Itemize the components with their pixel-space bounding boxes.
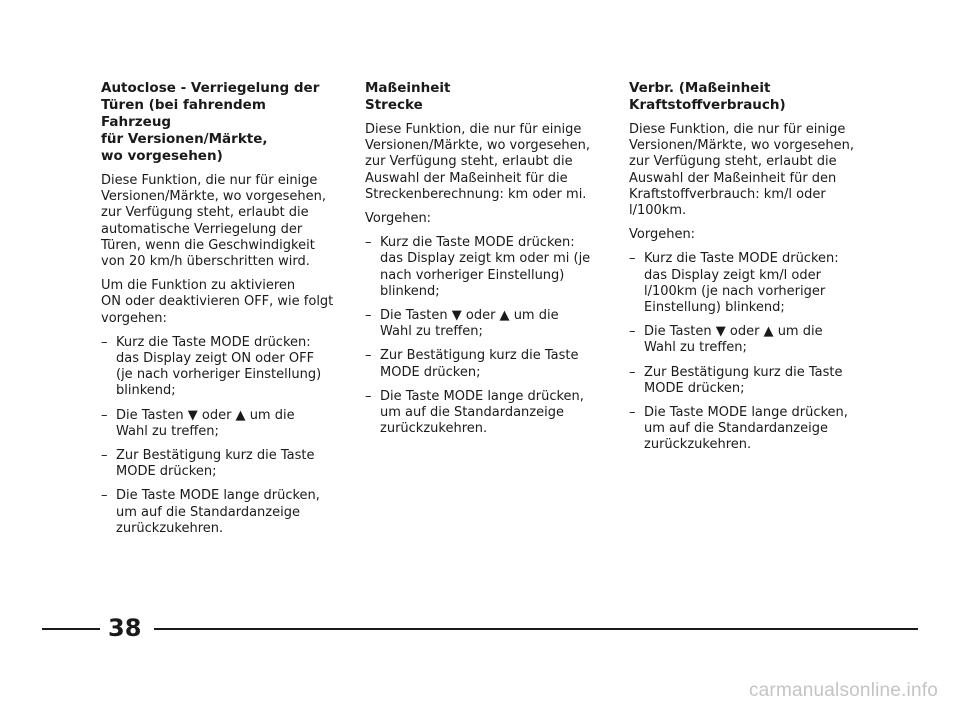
- text-line: Die Taste MODE lange drücken,: [116, 488, 320, 504]
- text-line: Kurz die Taste MODE drücken:: [380, 235, 575, 251]
- steps-list: [101, 335, 336, 537]
- text-line: zurückzukehren.: [380, 421, 488, 437]
- step-item: [629, 251, 864, 316]
- footer-rule-left: [42, 628, 100, 630]
- heading-line: für Versionen/Märkte,: [101, 131, 268, 147]
- column-consumption-unit: [629, 80, 864, 462]
- text-line: um auf die Standardanzeige: [116, 504, 300, 520]
- text-line: Auswahl der Maßeinheit für den: [629, 170, 837, 186]
- dash-bullet: –: [365, 348, 372, 364]
- text-line: Die Tasten ▼ oder ▲ um die: [380, 308, 559, 324]
- text-line: zurückzukehren.: [116, 520, 224, 536]
- step-item: [629, 324, 864, 356]
- text-line: Türen, wenn die Geschwindigkeit: [101, 237, 315, 253]
- dash-bullet: –: [629, 364, 636, 380]
- text-line: MODE drücken;: [380, 364, 481, 380]
- text-line: Zur Bestätigung kurz die Taste: [644, 364, 843, 380]
- text-line: ON oder deaktivieren OFF, wie folgt: [101, 294, 334, 310]
- text-line: nach vorheriger Einstellung): [380, 267, 565, 283]
- step-item: [629, 405, 864, 454]
- text-line: Zur Bestätigung kurz die Taste: [116, 448, 315, 464]
- text-line: blinkend;: [380, 283, 440, 299]
- text-line: Einstellung) blinkend;: [644, 300, 785, 316]
- text-line: zur Verfügung steht, erlaubt die: [101, 205, 309, 221]
- text-line: Die Tasten ▼ oder ▲ um die: [116, 407, 295, 423]
- text-line: (je nach vorheriger Einstellung): [116, 367, 322, 383]
- text-line: l/100km (je nach vorheriger: [644, 283, 826, 299]
- text-line: Diese Funktion, die nur für einige: [629, 122, 846, 137]
- heading-line: Türen (bei fahrendem Fahrzeug: [101, 97, 266, 130]
- dash-bullet: –: [101, 407, 108, 423]
- text-line: zurückzukehren.: [644, 437, 752, 453]
- text-line: l/100km.: [629, 203, 687, 219]
- section-heading-distance-unit: [365, 80, 600, 114]
- text-line: Versionen/Märkte, wo vorgesehen,: [101, 189, 326, 205]
- dash-bullet: –: [101, 448, 108, 464]
- text-line: Diese Funktion, die nur für einige: [101, 173, 318, 188]
- text-line: Wahl zu treffen;: [116, 423, 219, 439]
- steps-list: [365, 235, 600, 437]
- step-item: [629, 365, 864, 397]
- heading-line: Strecke: [365, 97, 423, 113]
- text-line: Streckenberechnung: km oder mi.: [365, 186, 587, 202]
- text-line: Diese Funktion, die nur für einige: [365, 122, 582, 137]
- footer-rule-right: [154, 628, 918, 630]
- text-line: Die Tasten ▼ oder ▲ um die: [644, 324, 823, 340]
- section-heading-consumption-unit: [629, 80, 864, 114]
- intro-paragraph: [101, 173, 336, 270]
- text-line: Auswahl der Maßeinheit für die: [365, 170, 568, 186]
- intro-paragraph: [365, 122, 600, 203]
- intro-paragraph: [629, 122, 864, 219]
- dash-bullet: –: [365, 235, 372, 251]
- text-line: blinkend;: [116, 383, 176, 399]
- step-item: [101, 488, 336, 537]
- activate-paragraph: [101, 278, 336, 327]
- text-line: Die Taste MODE lange drücken,: [380, 388, 584, 404]
- text-line: Versionen/Märkte, wo vorgesehen,: [365, 138, 590, 154]
- text-line: MODE drücken;: [116, 464, 217, 480]
- text-line: Um die Funktion zu aktivieren: [101, 278, 296, 294]
- dash-bullet: –: [629, 324, 636, 340]
- text-line: Wahl zu treffen;: [380, 324, 483, 340]
- section-heading-autoclose: [101, 80, 336, 165]
- step-item: [101, 448, 336, 480]
- text-line: das Display zeigt ON oder OFF: [116, 351, 315, 367]
- page-number: 38: [108, 614, 142, 642]
- heading-line: wo vorgesehen): [101, 148, 223, 164]
- step-item: [101, 408, 336, 440]
- text-line: von 20 km/h überschritten wird.: [101, 254, 310, 270]
- text-line: zur Verfügung steht, erlaubt die: [365, 154, 573, 170]
- procedure-label: Vorgehen:: [365, 211, 432, 227]
- text-line: Zur Bestätigung kurz die Taste: [380, 348, 579, 364]
- heading-line: Autoclose - Verriegelung der: [101, 80, 320, 96]
- text-line: Kurz die Taste MODE drücken:: [116, 334, 311, 350]
- text-line: Die Taste MODE lange drücken,: [644, 405, 848, 421]
- heading-line: Verbr. (Maßeinheit: [629, 80, 771, 96]
- step-item: [365, 308, 600, 340]
- watermark: carmanualsonline.info: [748, 680, 938, 701]
- text-line: zur Verfügung steht, erlaubt die: [629, 154, 837, 170]
- text-line: Kurz die Taste MODE drücken:: [644, 251, 839, 267]
- step-item: [101, 335, 336, 400]
- text-line: Kraftstoffverbrauch: km/l oder: [629, 186, 826, 202]
- text-line: vorgehen:: [101, 310, 167, 326]
- text-line: Wahl zu treffen;: [644, 340, 747, 356]
- text-line: das Display zeigt km/l oder: [644, 267, 821, 283]
- column-distance-unit: [365, 80, 600, 445]
- text-line: automatische Verriegelung der: [101, 221, 303, 237]
- column-autoclose: [101, 80, 336, 545]
- text-line: um auf die Standardanzeige: [644, 421, 828, 437]
- dash-bullet: –: [101, 488, 108, 504]
- dash-bullet: –: [629, 251, 636, 267]
- dash-bullet: –: [629, 405, 636, 421]
- text-line: MODE drücken;: [644, 380, 745, 396]
- text-line: Versionen/Märkte, wo vorgesehen,: [629, 138, 854, 154]
- heading-line: Maßeinheit: [365, 80, 451, 96]
- step-item: [365, 389, 600, 438]
- dash-bullet: –: [365, 388, 372, 404]
- steps-list: [629, 251, 864, 453]
- dash-bullet: –: [365, 308, 372, 324]
- step-item: [365, 235, 600, 300]
- dash-bullet: –: [101, 334, 108, 350]
- text-line: das Display zeigt km oder mi (je: [380, 251, 591, 267]
- heading-line: Kraftstoffverbrauch): [629, 97, 786, 113]
- procedure-label: Vorgehen:: [629, 227, 696, 243]
- text-line: um auf die Standardanzeige: [380, 405, 564, 421]
- step-item: [365, 348, 600, 380]
